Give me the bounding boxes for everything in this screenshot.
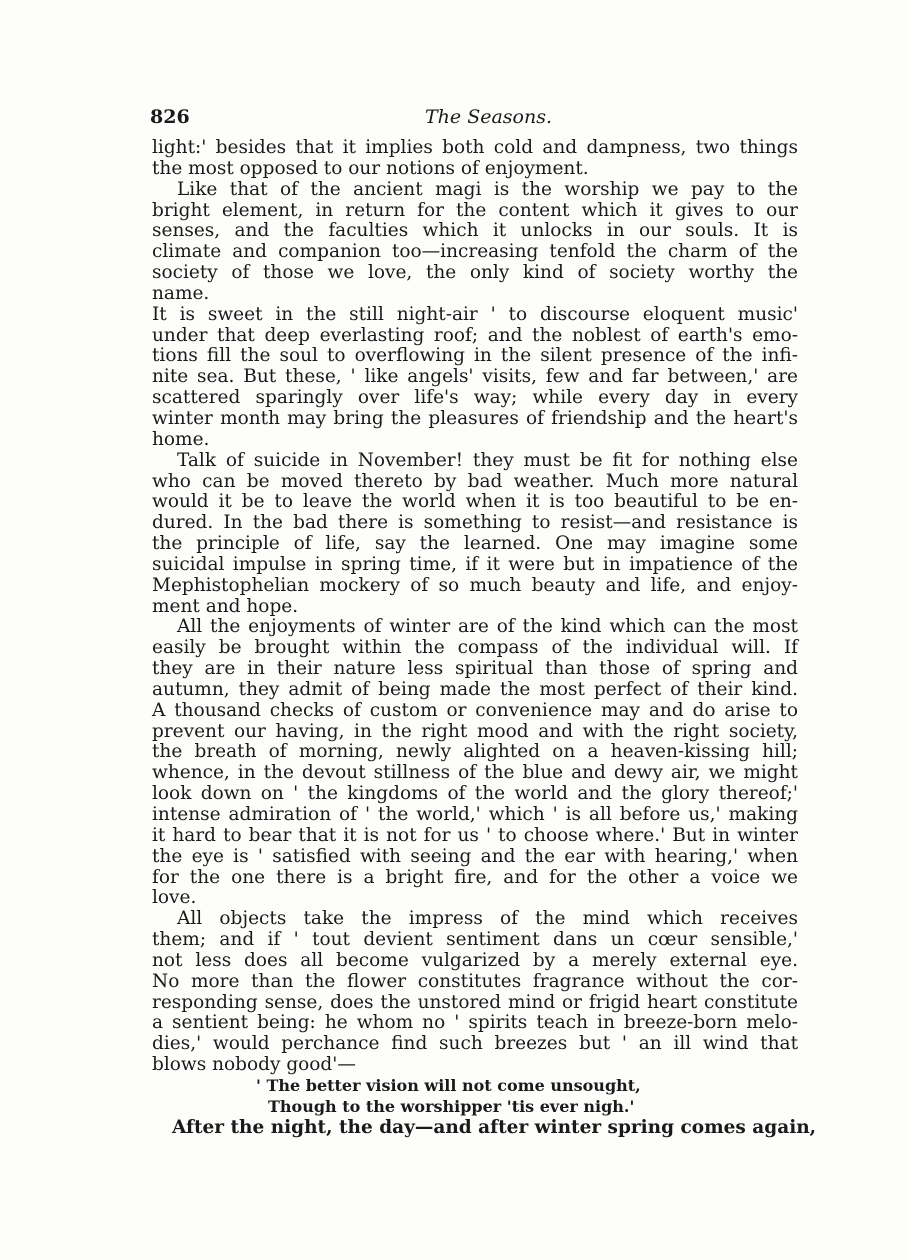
text-line: tions fill the soul to overflowing in the silent presence of the infi-: [152, 345, 798, 367]
text-line: responding sense, does the unstored mind or frigid heart constitute: [152, 991, 798, 1013]
text-line: they are in their nature less spiritual than those of spring and: [152, 658, 798, 680]
text-line: climate and companion too—increasing tenfold the charm of the: [152, 241, 798, 263]
verse-line: Though to the worshipper 'tis ever nigh.': [268, 1096, 635, 1116]
text-line: would it be to leave the world when it is too beautiful to be en-: [152, 491, 798, 513]
page-number: 826: [150, 106, 190, 128]
body-text: [152, 137, 817, 1139]
text-line: blows nobody good'—: [152, 1054, 356, 1076]
text-line: the eye is ' satisfied with seeing and the ear with hearing,' when: [152, 845, 798, 867]
text-line: bright element, in return for the content which it gives to our: [152, 199, 798, 221]
text-line: the most opposed to our notions of enjoyment.: [152, 157, 589, 179]
text-line: nite sea. But these, ' like angels' visits, few and far between,' are: [152, 366, 798, 388]
text-line: All the enjoyments of winter are of the kind which can the most: [177, 616, 798, 638]
text-line: intense admiration of ' the world,' which ' is all before us,' making: [152, 804, 798, 825]
text-line: look down on ' the kingdoms of the world and the glory thereof;': [152, 783, 798, 805]
text-line: ment and hope.: [152, 595, 299, 617]
text-line: home.: [152, 428, 210, 450]
text-line: senses, and the faculties which it unlocks in our souls. It is: [152, 220, 798, 242]
text-line: It is sweet in the still night-air ' to discourse eloquent music': [152, 303, 798, 325]
text-line: No more than the flower constitutes fragrance without the cor-: [152, 970, 798, 992]
text-line: Talk of suicide in November! they must be fit for nothing else: [177, 449, 798, 471]
text-line: A thousand checks of custom or convenience may and do arise to: [152, 699, 798, 721]
text-line: scattered sparingly over life's way; while every day in every: [152, 387, 798, 409]
text-line: society of those we love, the only kind of society worthy the: [152, 262, 798, 284]
text-line: dies,' would perchance find such breezes but ' an ill wind that: [152, 1033, 798, 1055]
text-line: the principle of life, say the learned. One may imagine some: [152, 533, 798, 555]
text-line: the breath of morning, newly alighted on a heaven-kissing hill;: [152, 741, 798, 763]
text-line: love.: [152, 887, 197, 909]
text-line: easily be brought within the compass of the individual will. If: [152, 637, 798, 659]
text-line: for the one there is a bright fire, and for the other a voice we: [152, 866, 798, 888]
text-line: a sentient being: he whom no ' spirits teach in breeze-born melo-: [152, 1012, 798, 1034]
text-line: not less does all become vulgarized by a merely external eye.: [152, 949, 798, 971]
text-line: whence, in the devout stillness of the blue and dewy air, we might: [152, 762, 798, 784]
text-line: light:' besides that it implies both cold and dampness, two things: [152, 137, 798, 158]
text-line: name.: [152, 282, 210, 304]
text-line: All objects take the impress of the mind which receives: [177, 908, 798, 930]
text-line: Like that of the ancient magi is the worship we pay to the: [177, 178, 798, 200]
page-header: [150, 106, 800, 134]
text-line: it hard to bear that it is not for us ' to choose where.' But in winter: [152, 824, 798, 846]
text-line: who can be moved thereto by bad weather. Much more natural: [152, 470, 798, 492]
text-line: Mephistophelian mockery of so much beauty and life, and enjoy-: [152, 574, 798, 596]
text-line: under that deep everlasting roof; and the noblest of earth's emo-: [152, 324, 798, 346]
final-line: After the night, the day—and after winter spring comes again,: [172, 1116, 817, 1138]
text-line: autumn, they admit of being made the most perfect of their kind.: [152, 678, 798, 700]
text-line: them; and if ' tout devient sentiment dans un cœur sensible,': [152, 929, 798, 951]
text-line: suicidal impulse in spring time, if it were but in impatience of the: [152, 553, 798, 575]
text-line: winter month may bring the pleasures of friendship and the heart's: [152, 407, 798, 429]
verse-line: ' The better vision will not come unsought,: [256, 1075, 641, 1095]
text-line: prevent our having, in the right mood and with the right society,: [152, 720, 798, 742]
text-line: dured. In the bad there is something to resist—and resistance is: [152, 512, 798, 534]
running-title: The Seasons.: [425, 106, 552, 128]
